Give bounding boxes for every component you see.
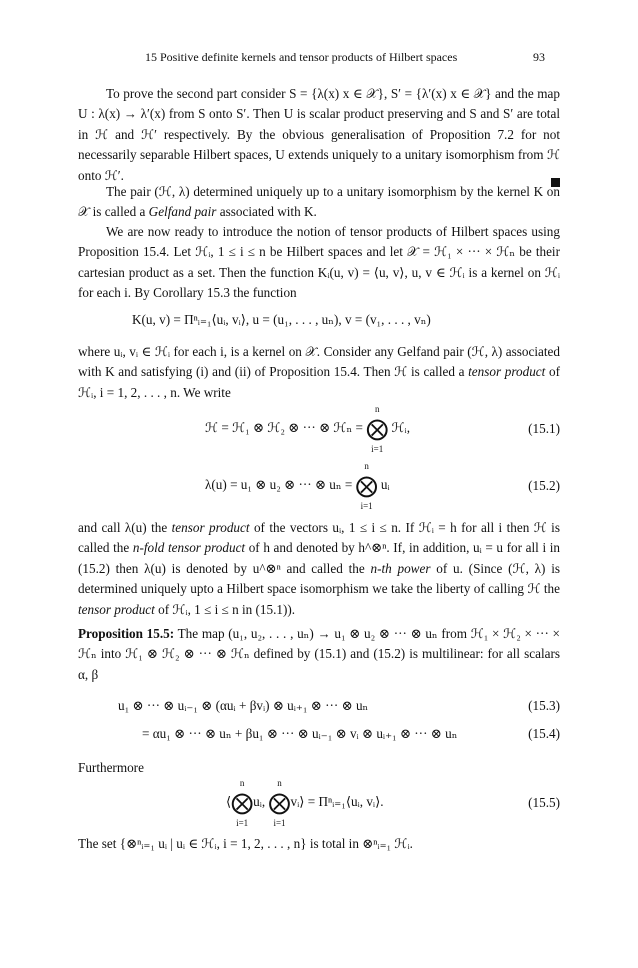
paragraph-proof-continuation xyxy=(78,84,560,192)
eq-open: ⟨ xyxy=(226,794,232,810)
equation-number: (15.1) xyxy=(528,421,560,436)
text-span: of the vectors uᵢ, 1 ≤ i ≤ n. If ℋᵢ = h for all i then ℋ is called the xyxy=(78,520,560,556)
proof-text: To prove the second part consider S = {λ(x) x ∈ 𝒳}, S′ = {λ′(x) x ∈ 𝒳} and the map U : λ(x) → λ′(x) from S onto S′. Then U is scalar product preserving and S and S′ are total in ℋ and ℋ′ respectively. By the obvious generalisation of Proposition 7.2 for not necessarily separable Hilbert spaces, U extends uniquely to a unitary isomorphism from ℋ onto ℋ′. xyxy=(78,86,560,183)
eq-rhs: uᵢ xyxy=(380,477,390,493)
text-span: of h and denoted by h^⊗ⁿ. If, in addition, uᵢ = u for all i in (15.2) then λ(u) is denoted by u^⊗ⁿ and called the xyxy=(78,540,560,576)
bigop-lower: i=1 xyxy=(371,444,384,454)
paragraph-total-set: The set {⊗ⁿᵢ₌₁ uᵢ | uᵢ ∈ ℋᵢ, i = 1, 2, . . . , n} is total in ⊗ⁿᵢ₌₁ ℋᵢ. xyxy=(78,836,413,851)
bigop-symbol: ⨂ xyxy=(366,416,389,441)
emphasis-tensor-product: tensor product xyxy=(468,364,546,380)
bigop-lower: i=1 xyxy=(360,501,373,511)
proposition-label: Proposition 15.5: xyxy=(78,626,175,641)
equation-15-3: u₁ ⊗ ··· ⊗ uᵢ₋₁ ⊗ (αuᵢ + βvᵢ) ⊗ uᵢ₊₁ ⊗ ··· ⊗ uₙ xyxy=(118,698,369,713)
bigop-upper: n xyxy=(277,778,282,788)
equation-kernel: K(u, v) = Πⁿᵢ₌₁⟨uᵢ, vᵢ⟩, u = (u₁, . . . , uₙ), v = (v₁, . . . , vₙ) xyxy=(132,312,431,327)
emphasis-tensor-product: tensor product xyxy=(171,520,250,535)
text-span: where uᵢ, vᵢ ∈ ℋᵢ for each i, is a kernel on 𝒳. Consider any Gelfand pair (ℋ, λ) associated with K and satisfying (i) and (ii) of Proposition 15.4. Then ℋ is called a xyxy=(78,344,560,380)
big-otimes-icon xyxy=(366,404,389,454)
eq-rhs: ℋᵢ, xyxy=(391,420,410,436)
bigop-symbol: ⨂ xyxy=(231,790,254,815)
bigop-symbol: ⨂ xyxy=(355,473,378,498)
equation-number: (15.3) xyxy=(528,698,560,713)
bigop-upper: n xyxy=(239,778,245,788)
eq-lhs: ℋ = ℋ₁ ⊗ ℋ₂ ⊗ ··· ⊗ ℋₙ = xyxy=(205,420,363,436)
bigop-lower: i=1 xyxy=(273,818,286,828)
big-otimes-icon xyxy=(355,461,378,511)
bigop-symbol: ⨂ xyxy=(268,790,291,815)
text-span: associated with K. xyxy=(216,204,317,220)
text-span: We are now ready to introduce the notion of tensor products of Hilbert spaces using Proposition 15.4. Let ℋᵢ, 1 ≤ i ≤ n be Hilbert spaces and let 𝒳 = ℋ₁ × ··· × ℋₙ be their cartesian product as a set. Then the function Kᵢ(u, v) = ⟨u, v⟩, u, v ∈ ℋᵢ is a kernel on ℋᵢ for each i. By Corollary 15.3 the function xyxy=(78,224,560,301)
proposition-text: The map (u₁, u₂, . . . , uₙ) → u₁ ⊗ u₂ ⊗ ··· ⊗ uₙ from ℋ₁ × ℋ₂ × ··· × ℋₙ into ℋ₁ ⊗ ℋ₂ ⊗ ··· ⊗ ℋₙ defined by (15.1) and (15.2) is multilinear: for all scalars α, β xyxy=(78,626,560,682)
running-header xyxy=(145,50,545,65)
emphasis-gelfand-pair: Gelfand pair xyxy=(148,204,217,220)
emphasis-n-th-power: n-th power xyxy=(370,560,431,576)
text-span: The pair (ℋ, λ) determined uniquely up to a unitary isomorphism by the kernel K on 𝒳 is called a xyxy=(78,184,560,220)
bigop-upper: n xyxy=(374,404,380,414)
big-otimes-icon xyxy=(231,778,254,828)
equation-number: (15.4) xyxy=(528,726,560,741)
paragraph-tensor-definition xyxy=(78,342,560,403)
proposition-15-5 xyxy=(78,624,560,685)
chapter-title: 15 Positive definite kernels and tensor products of Hilbert spaces xyxy=(145,50,458,64)
equation-number: (15.2) xyxy=(528,478,560,493)
eq-rhs: vᵢ⟩ = Πⁿᵢ₌₁⟨uᵢ, vᵢ⟩. xyxy=(290,794,384,810)
bigop-lower: i=1 xyxy=(236,818,249,828)
equation-15-2 xyxy=(205,461,390,511)
equation-15-4: = αu₁ ⊗ ··· ⊗ uₙ + βu₁ ⊗ ··· ⊗ uᵢ₋₁ ⊗ vᵢ ⊗ uᵢ₊₁ ⊗ ··· ⊗ uₙ xyxy=(142,726,458,741)
paragraph-furthermore: Furthermore xyxy=(78,760,144,775)
text-span: of u. (Since (ℋ, λ) is determined uniquely upto a Hilbert space isomorphism we take the liberty of calling ℋ the xyxy=(78,560,561,597)
equation-15-5 xyxy=(226,778,384,828)
emphasis-n-fold: n-fold tensor product xyxy=(132,540,246,556)
equation-15-1 xyxy=(205,404,410,454)
equation-number: (15.5) xyxy=(528,795,560,810)
text-span: of ℋᵢ, i = 1, 2, . . . , n. We write xyxy=(78,364,560,400)
paragraph-tensor-notation xyxy=(78,518,560,620)
emphasis-tensor-product: tensor product xyxy=(78,601,155,617)
paragraph-gelfand-pair xyxy=(78,182,560,223)
page-number: 93 xyxy=(533,50,545,64)
bigop-upper: n xyxy=(364,461,369,471)
eq-lhs: λ(u) = u₁ ⊗ u₂ ⊗ ··· ⊗ uₙ = xyxy=(205,477,353,493)
eq-mid: uᵢ, xyxy=(253,794,266,810)
paragraph-tensor-intro xyxy=(78,222,560,304)
big-otimes-icon xyxy=(268,778,291,828)
text-span: and call λ(u) the xyxy=(78,520,172,535)
text-span: of ℋᵢ, 1 ≤ i ≤ n in (15.1)). xyxy=(154,601,296,617)
